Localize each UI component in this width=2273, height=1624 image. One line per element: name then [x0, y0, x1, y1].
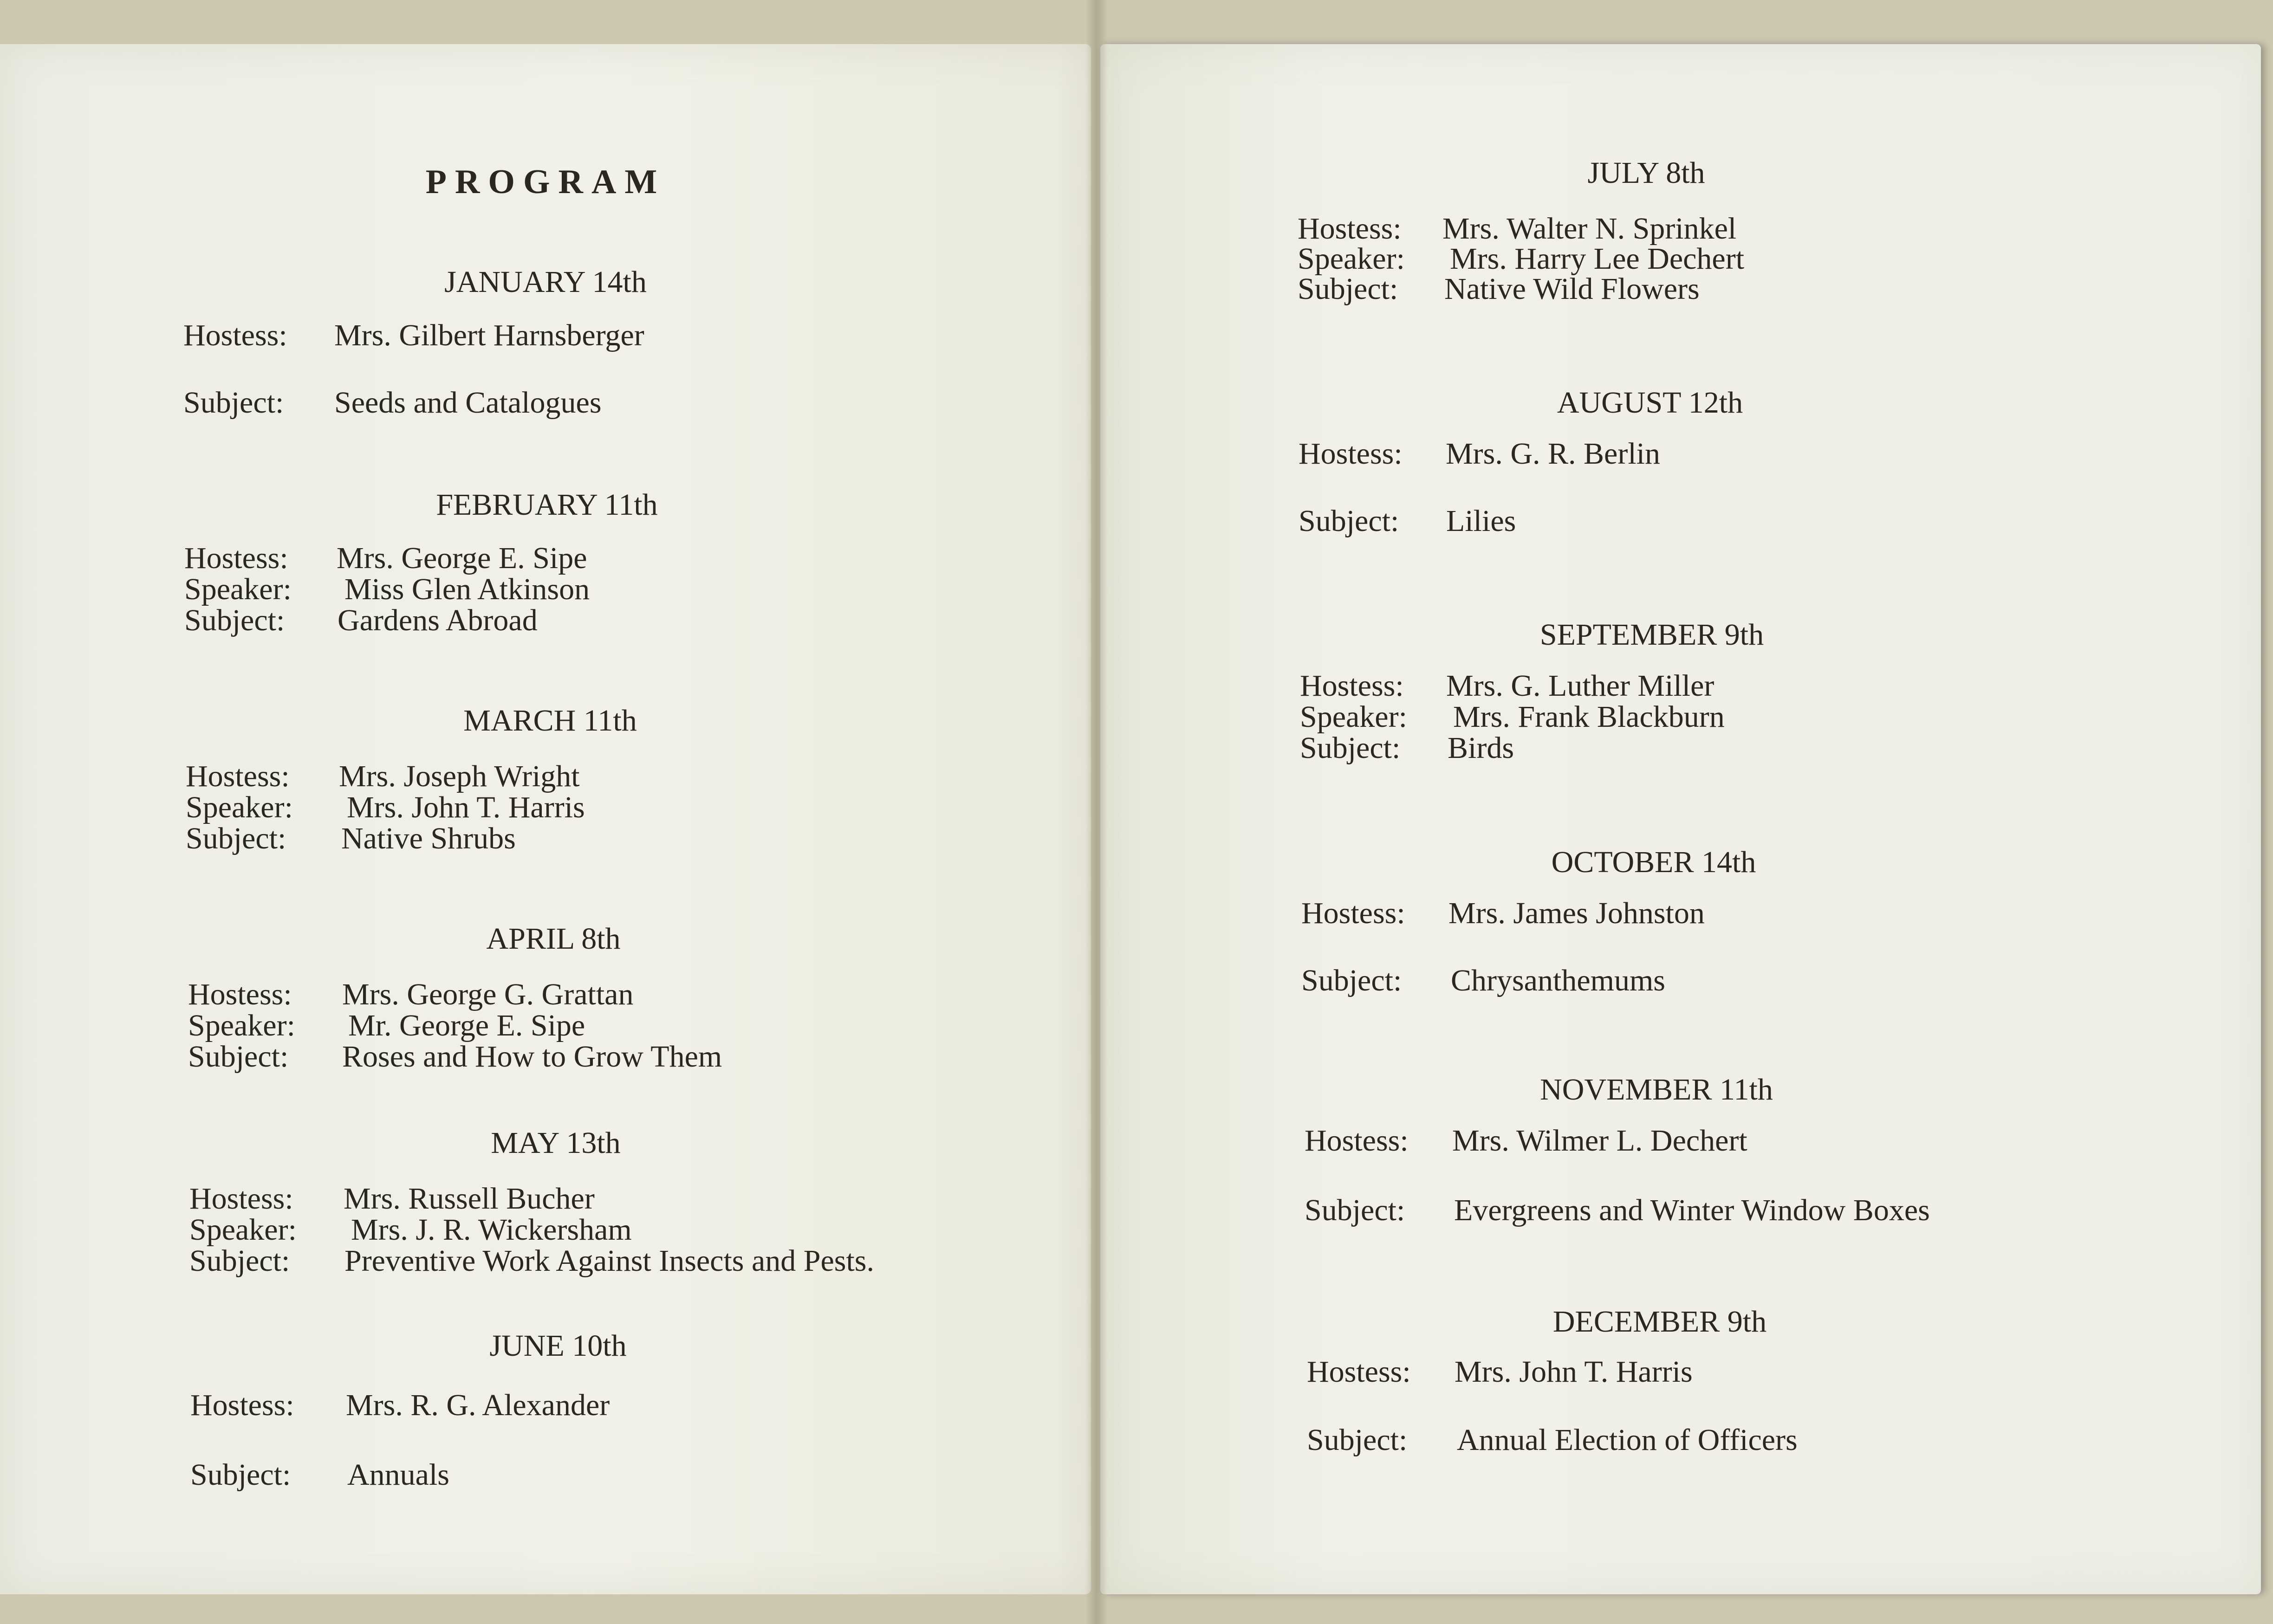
entry-label: Hostess:	[1299, 437, 1403, 471]
entry-label: Hostess:	[1305, 1124, 1409, 1158]
month-heading-december: DECEMBER 9th	[1552, 1305, 1767, 1339]
entry-label: Subject:	[1299, 504, 1399, 538]
entry-label: Hostess:	[1307, 1355, 1411, 1389]
entry-value: Mrs. George G. Grattan	[342, 977, 634, 1011]
entry-label: Subject:	[1307, 1423, 1408, 1457]
entry-label: Speaker:	[189, 1213, 297, 1247]
entry-value: Native Wild Flowers	[1444, 272, 1700, 306]
month-heading-january: JANUARY 14th	[444, 265, 647, 299]
month-heading-july: JULY 8th	[1587, 156, 1705, 190]
entry-label: Hostess:	[186, 759, 290, 793]
entry-label: Hostess:	[1301, 896, 1405, 930]
entry-value: Annual Election of Officers	[1457, 1423, 1798, 1457]
entry-value: Seeds and Catalogues	[334, 386, 602, 420]
entry-value: Mrs. Gilbert Harnsberger	[334, 318, 644, 352]
month-heading-october: OCTOBER 14th	[1551, 845, 1756, 879]
entry-value: Mrs. Russell Bucher	[344, 1182, 595, 1216]
entry-value: Mrs. G. R. Berlin	[1446, 437, 1660, 471]
entry-label: Subject:	[1305, 1193, 1405, 1227]
entry-value: Preventive Work Against Insects and Pests.	[344, 1244, 874, 1278]
entry-value: Native Shrubs	[341, 822, 516, 855]
month-heading-august: AUGUST 12th	[1557, 386, 1743, 420]
month-heading-november: NOVEMBER 11th	[1540, 1073, 1773, 1106]
entry-label: Subject:	[183, 386, 284, 420]
month-heading-september: SEPTEMBER 9th	[1539, 618, 1764, 652]
entry-label: Hostess:	[184, 541, 288, 575]
entry-label: Hostess:	[1300, 669, 1404, 703]
entry-label: Subject:	[1301, 964, 1402, 997]
month-heading-february: FEBRUARY 11th	[436, 488, 658, 522]
entry-value: Evergreens and Winter Window Boxes	[1454, 1193, 1930, 1227]
entry-value: Mrs. Harry Lee Dechert	[1450, 242, 1745, 276]
entry-value: Mrs. George E. Sipe	[337, 541, 587, 575]
entry-label: Hostess:	[183, 318, 287, 352]
entry-value: Gardens Abroad	[338, 603, 538, 637]
entry-value: Roses and How to Grow Them	[342, 1040, 722, 1074]
program-title: PROGRAM	[425, 163, 666, 201]
entry-value: Mrs. Frank Blackburn	[1453, 700, 1725, 734]
entry-label: Speaker:	[186, 790, 293, 824]
entry-label: Speaker:	[184, 572, 292, 606]
entry-value: Mrs. Wilmer L. Dechert	[1452, 1124, 1747, 1158]
entry-label: Hostess:	[1298, 212, 1402, 246]
month-heading-may: MAY 13th	[491, 1126, 621, 1160]
entry-value: Mrs. J. R. Wickersham	[351, 1213, 632, 1247]
entry-label: Speaker:	[188, 1009, 295, 1042]
entry-label: Subject:	[184, 603, 285, 637]
entry-value: Mrs. Walter N. Sprinkel	[1442, 212, 1737, 246]
entry-label: Speaker:	[1298, 242, 1405, 276]
entry-label: Subject:	[1300, 731, 1401, 765]
entry-label: Subject:	[189, 1244, 290, 1278]
entry-value: Mrs. Joseph Wright	[339, 759, 580, 793]
entry-value: Lilies	[1446, 504, 1516, 538]
entry-value: Miss Glen Atkinson	[344, 572, 590, 606]
booklet-spine	[1085, 0, 1108, 1624]
month-heading-march: MARCH 11th	[463, 704, 637, 738]
entry-value: Annuals	[347, 1458, 449, 1492]
entry-label: Subject:	[190, 1458, 291, 1492]
entry-value: Mr. George E. Sipe	[348, 1009, 585, 1042]
entry-label: Subject:	[188, 1040, 289, 1074]
entry-label: Subject:	[186, 822, 286, 855]
entry-value: Mrs. John T. Harris	[1455, 1355, 1693, 1389]
entry-label: Hostess:	[189, 1182, 293, 1216]
entry-label: Hostess:	[190, 1388, 294, 1422]
entry-label: Hostess:	[188, 977, 292, 1011]
entry-value: Mrs. R. G. Alexander	[346, 1388, 610, 1422]
entry-value: Mrs. John T. Harris	[347, 790, 585, 824]
month-heading-june: JUNE 10th	[489, 1329, 627, 1363]
entry-value: Birds	[1448, 731, 1514, 765]
entry-label: Speaker:	[1300, 700, 1407, 734]
entry-value: Mrs. James Johnston	[1448, 896, 1705, 930]
entry-value: Mrs. G. Luther Miller	[1446, 669, 1714, 703]
month-heading-april: APRIL 8th	[486, 922, 621, 956]
entry-label: Subject:	[1298, 272, 1398, 306]
entry-value: Chrysanthemums	[1451, 964, 1665, 997]
